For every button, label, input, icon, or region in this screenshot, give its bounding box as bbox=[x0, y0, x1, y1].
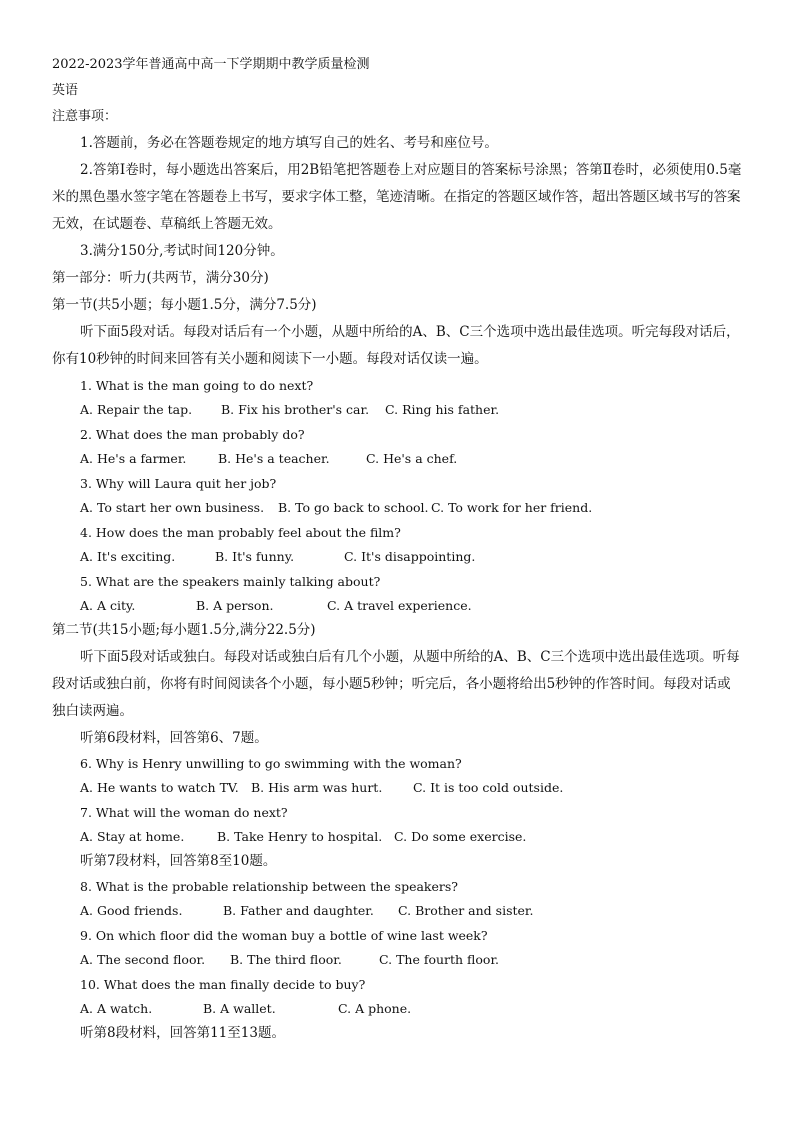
option-1b: B. Fix his brother's car. bbox=[221, 402, 370, 417]
options-10 bbox=[52, 1000, 742, 1018]
question-7: 7. What will the woman do next? bbox=[80, 805, 288, 820]
notice-item-1: 1.答题前，务必在答题卷规定的地方填写自己的姓名、考号和座位号。 bbox=[80, 135, 498, 151]
option-8b: B. Father and daughter. bbox=[223, 903, 374, 918]
question-2: 2. What does the man probably do? bbox=[80, 427, 305, 442]
part1-heading: 第一部分：听力(共两节，满分30分) bbox=[52, 270, 269, 286]
section1-heading: 第一节(共5小题；每小题1.5分，满分7.5分) bbox=[52, 297, 317, 313]
section1-questions bbox=[52, 377, 742, 615]
section2-heading: 第二节(共15小题;每小题1.5分,满分22.5分) bbox=[52, 622, 316, 638]
option-2c: C. He's a chef. bbox=[366, 451, 458, 466]
option-7a: A. Stay at home. bbox=[80, 829, 185, 844]
option-4c: C. It's disappointing. bbox=[344, 549, 476, 564]
options-4 bbox=[52, 548, 742, 566]
exam-title: 2022-2023学年普通高中高一下学期期中教学质量检测 bbox=[52, 57, 370, 72]
section1-instructions: 听下面5段对话。每段对话后有一个小题，从题中所给的A、B、C三个选项中选出最佳选项。听完每段对话后，你有10秒钟的时间来回答有关小题和阅读下一小题。每段对话仅读一遍。 bbox=[52, 324, 740, 367]
exam-page bbox=[52, 56, 742, 1047]
option-10a: A. A watch. bbox=[80, 1001, 153, 1016]
section2-instructions: 听下面5段对话或独白。每段对话或独白后有几个小题，从题中所给的A、B、C三个选项中选出最佳选项。听每段对话或独白前，你将有时间阅读各个小题，每小题5秒钟；听完后，各小题将给出5秒钟的作答时间。每段对话或独白读两遍。 bbox=[52, 649, 740, 719]
options-5 bbox=[52, 597, 742, 615]
option-9b: B. The third floor. bbox=[230, 952, 342, 967]
question-1: 1. What is the man going to do next? bbox=[80, 378, 314, 393]
options-1 bbox=[52, 401, 742, 419]
material-6-note: 听第6段材料，回答第6、7题。 bbox=[80, 730, 268, 746]
option-6c: C. It is too cold outside. bbox=[413, 780, 564, 795]
options-6 bbox=[52, 779, 742, 797]
option-5c: C. A travel experience. bbox=[327, 598, 472, 613]
option-6a: A. He wants to watch TV. bbox=[80, 780, 239, 795]
option-5a: A. A city. bbox=[80, 598, 136, 613]
question-6: 6. Why is Henry unwilling to go swimming with the woman? bbox=[80, 756, 462, 771]
option-2a: A. He's a farmer. bbox=[80, 451, 187, 466]
option-5b: B. A person. bbox=[196, 598, 274, 613]
section2-questions bbox=[52, 755, 742, 1047]
options-3 bbox=[52, 499, 742, 517]
question-9: 9. On which floor did the woman buy a bottle of wine last week? bbox=[80, 928, 488, 943]
question-8: 8. What is the probable relationship between the speakers? bbox=[80, 879, 458, 894]
notice-heading: 注意事项： bbox=[52, 109, 118, 124]
option-1c: C. Ring his father. bbox=[385, 402, 500, 417]
option-3b: B. To go back to school. bbox=[278, 500, 429, 515]
option-2b: B. He's a teacher. bbox=[218, 451, 330, 466]
option-10c: C. A phone. bbox=[338, 1001, 412, 1016]
option-8c: C. Brother and sister. bbox=[398, 903, 534, 918]
options-7 bbox=[52, 828, 742, 846]
options-2 bbox=[52, 450, 742, 468]
option-4b: B. It's funny. bbox=[215, 549, 295, 564]
subject-label: 英语 bbox=[52, 83, 79, 98]
options-8 bbox=[52, 902, 742, 920]
option-9a: A. The second floor. bbox=[80, 952, 206, 967]
question-4: 4. How does the man probably feel about the film? bbox=[80, 525, 401, 540]
options-9 bbox=[52, 951, 742, 969]
question-5: 5. What are the speakers mainly talking about? bbox=[80, 574, 381, 589]
question-3: 3. Why will Laura quit her job? bbox=[80, 476, 277, 491]
material-7-note: 听第7段材料，回答第8至10题。 bbox=[80, 853, 277, 869]
notice-item-3: 3.满分150分,考试时间120分钟。 bbox=[80, 243, 284, 259]
option-7b: B. Take Henry to hospital. bbox=[217, 829, 383, 844]
option-1a: A. Repair the tap. bbox=[80, 402, 193, 417]
option-3a: A. To start her own business. bbox=[80, 500, 265, 515]
notice-item-2: 2.答第Ⅰ卷时，每小题选出答案后，用2B铅笔把答题卷上对应题目的答案标号涂黑；答第Ⅱ卷时，必须使用0.5毫米的黑色墨水签字笔在答题卷上书写，要求字体工整，笔迹清晰。在指定的答题区域作答，超出答题区域书写的答案无效，在试题卷、草稿纸上答题无效。 bbox=[52, 162, 742, 232]
option-3c: C. To work for her friend. bbox=[431, 500, 593, 515]
option-6b: B. His arm was hurt. bbox=[251, 780, 383, 795]
option-4a: A. It's exciting. bbox=[80, 549, 176, 564]
option-7c: C. Do some exercise. bbox=[394, 829, 527, 844]
option-8a: A. Good friends. bbox=[80, 903, 183, 918]
question-10: 10. What does the man finally decide to buy? bbox=[80, 977, 366, 992]
material-8-note: 听第8段材料，回答第11至13题。 bbox=[80, 1025, 285, 1041]
option-10b: B. A wallet. bbox=[203, 1001, 276, 1016]
option-9c: C. The fourth floor. bbox=[379, 952, 500, 967]
